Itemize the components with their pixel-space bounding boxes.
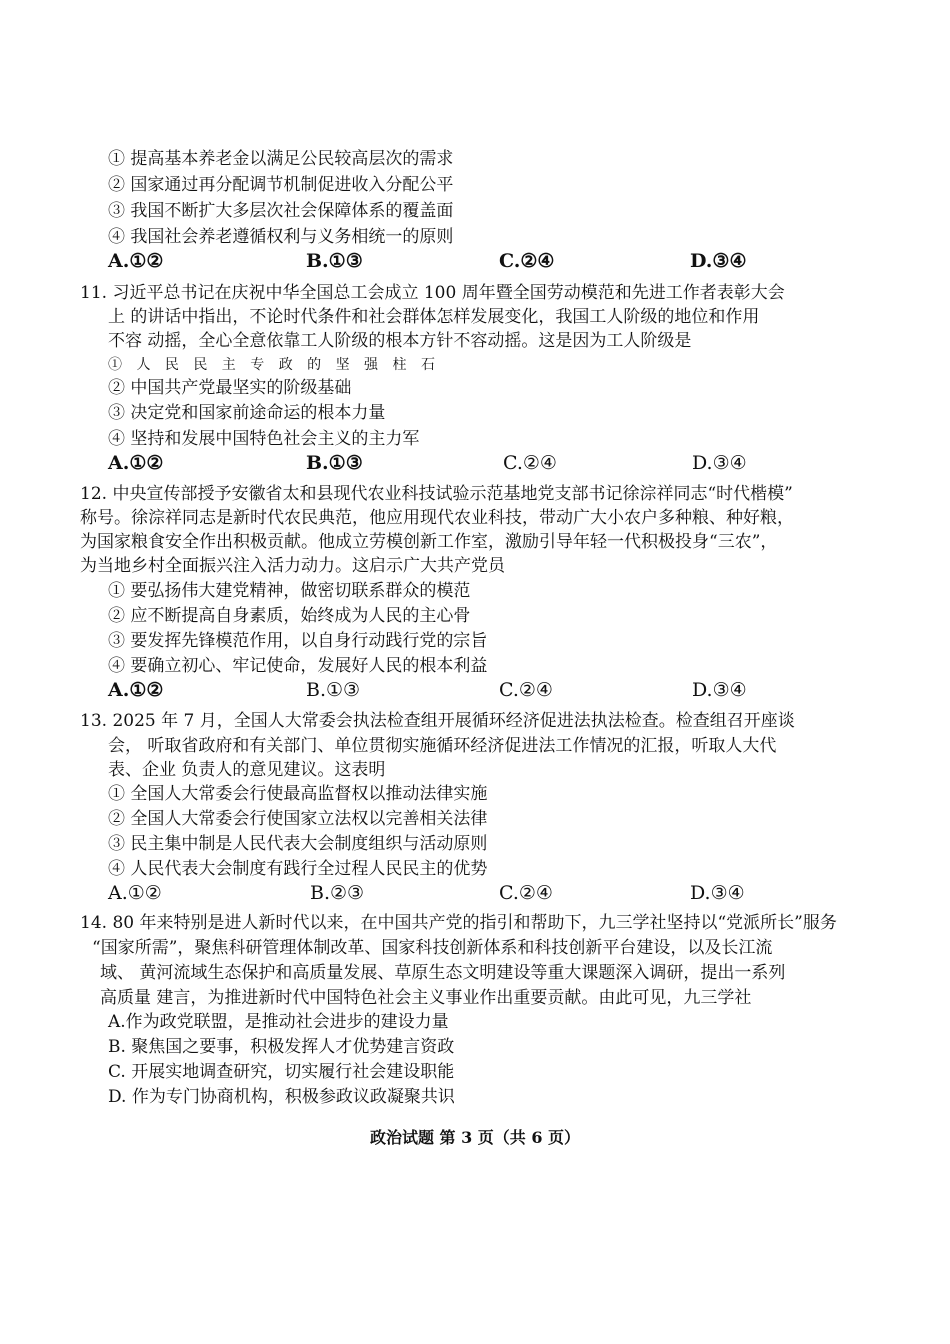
q10-answer-d: D.③④: [690, 250, 747, 272]
q10-answer-a: A.①②: [108, 250, 164, 272]
q12-answer-d: D.③④: [692, 679, 747, 701]
q12-answer-c: C.②④: [499, 679, 553, 701]
q10-answer-c: C.②④: [499, 250, 555, 272]
q10-option-4: ④ 我国社会养老遵循权利与义务相统一的原则: [108, 227, 454, 247]
q10-option-3: ③ 我国不断扩大多层次社会保障体系的覆盖面: [108, 201, 454, 221]
q13-answer-b: B.②③: [310, 882, 365, 904]
q11-answer-b: B.①③: [306, 452, 363, 474]
q12-option-2: ② 应不断提高自身素质，始终成为人民的主心骨: [108, 606, 471, 626]
q13-answer-a: A.①②: [108, 882, 162, 904]
q11-stem-line-1: 11. 习近平总书记在庆祝中华全国总工会成立 100 周年暨全国劳动模范和先进工作者表彰大会: [80, 283, 785, 303]
q13-answer-d: D.③④: [690, 882, 745, 904]
q11-answer-a: A.①②: [108, 452, 164, 474]
q11-option-2: ② 中国共产党最坚实的阶级基础: [108, 378, 352, 398]
q14-stem-line-2: “国家所需”，聚焦科研管理体制改革、国家科技创新体系和科技创新平台建设，以及长江流: [92, 938, 773, 958]
q13-stem-line-3: 表、企业 负责人的意见建议。这表明: [108, 760, 386, 780]
q13-stem-line-1: 13. 2025 年 7 月，全国人大常委会执法检查组开展循环经济促进法执法检查。检查组召开座谈: [80, 711, 795, 731]
q13-option-4: ④ 人民代表大会制度有践行全过程人民民主的优势: [108, 859, 488, 879]
q12-option-3: ③ 要发挥先锋模范作用，以自身行动践行党的宗旨: [108, 631, 488, 651]
q12-stem-line-3: 为国家粮食安全作出积极贡献。他成立劳模创新工作室，激励引导年轻一代积极投身“三农”，: [80, 532, 778, 552]
q10-answer-b: B.①③: [306, 250, 363, 272]
q14-stem-line-3: 域、 黄河流域生态保护和高质量发展、草原生态文明建设等重大课题深入调研，提出一系列: [100, 963, 786, 983]
q13-option-3: ③ 民主集中制是人民代表大会制度组织与活动原则: [108, 834, 488, 854]
q14-option-c: C. 开展实地调查研究，切实履行社会建设职能: [108, 1062, 455, 1082]
q12-answer-a: A.①②: [108, 679, 164, 701]
q14-option-d: D. 作为专门协商机构，积极参政议政凝聚共识: [108, 1087, 455, 1107]
q11-option-3: ③ 决定党和国家前途命运的根本力量: [108, 403, 386, 423]
q10-option-1: ① 提高基本养老金以满足公民较高层次的需求: [108, 149, 454, 169]
q12-stem-line-2: 称号。徐淙祥同志是新时代农民典范，他应用现代农业科技，带动广大小农户多种粮、种好粮，: [80, 508, 794, 528]
q14-option-a: A.作为政党联盟，是推动社会进步的建设力量: [108, 1012, 449, 1032]
q11-answer-c: C.②④: [503, 452, 557, 474]
q13-stem-line-2: 会， 听取省政府和有关部门、单位贯彻实施循环经济促进法工作情况的汇报，听取人大代: [108, 736, 777, 756]
q12-option-1: ① 要弘扬伟大建党精神，做密切联系群众的模范: [108, 581, 471, 601]
q11-stem-line-3: 不容 动摇，全心全意依靠工人阶级的根本方针不容动摇。这是因为工人阶级是: [108, 331, 692, 351]
q14-stem-line-1: 14. 80 年来特别是进人新时代以来，在中国共产党的指引和帮助下，九三学社坚持以“党派所长”服务: [80, 913, 837, 933]
q12-stem-line-1: 12. 中央宣传部授予安徽省太和县现代农业科技试验示范基地党支部书记徐淙祥同志“时代楷模”: [80, 484, 793, 504]
q11-option-1: ① 人 民 民 主 专 政 的 坚 强 柱 石: [108, 357, 440, 373]
q13-answer-c: C.②④: [499, 882, 553, 904]
page-footer: 政治试题 第 3 页（共 6 页）: [369, 1128, 581, 1147]
q10-option-2: ② 国家通过再分配调节机制促进收入分配公平: [108, 175, 454, 195]
q11-stem-line-2: 上 的讲话中指出，不论时代条件和社会群体怎样发展变化，我国工人阶级的地位和作用: [108, 307, 760, 327]
q11-option-4: ④ 坚持和发展中国特色社会主义的主力军: [108, 429, 420, 449]
q12-option-4: ④ 要确立初心、牢记使命，发展好人民的根本利益: [108, 656, 488, 676]
q12-stem-line-4: 为当地乡村全面振兴注入活力动力。这启示广大共产党员: [80, 556, 505, 576]
q12-answer-b: B.①③: [306, 679, 361, 701]
q14-stem-line-4: 高质量 建言，为推进新时代中国特色社会主义事业作出重要贡献。由此可见，九三学社: [100, 988, 752, 1008]
q14-option-b: B. 聚焦国之要事，积极发挥人才优势建言资政: [108, 1037, 455, 1057]
q13-option-2: ② 全国人大常委会行使国家立法权以完善相关法律: [108, 809, 488, 829]
q13-option-1: ① 全国人大常委会行使最高监督权以推动法律实施: [108, 784, 488, 804]
q11-answer-d: D.③④: [692, 452, 747, 474]
